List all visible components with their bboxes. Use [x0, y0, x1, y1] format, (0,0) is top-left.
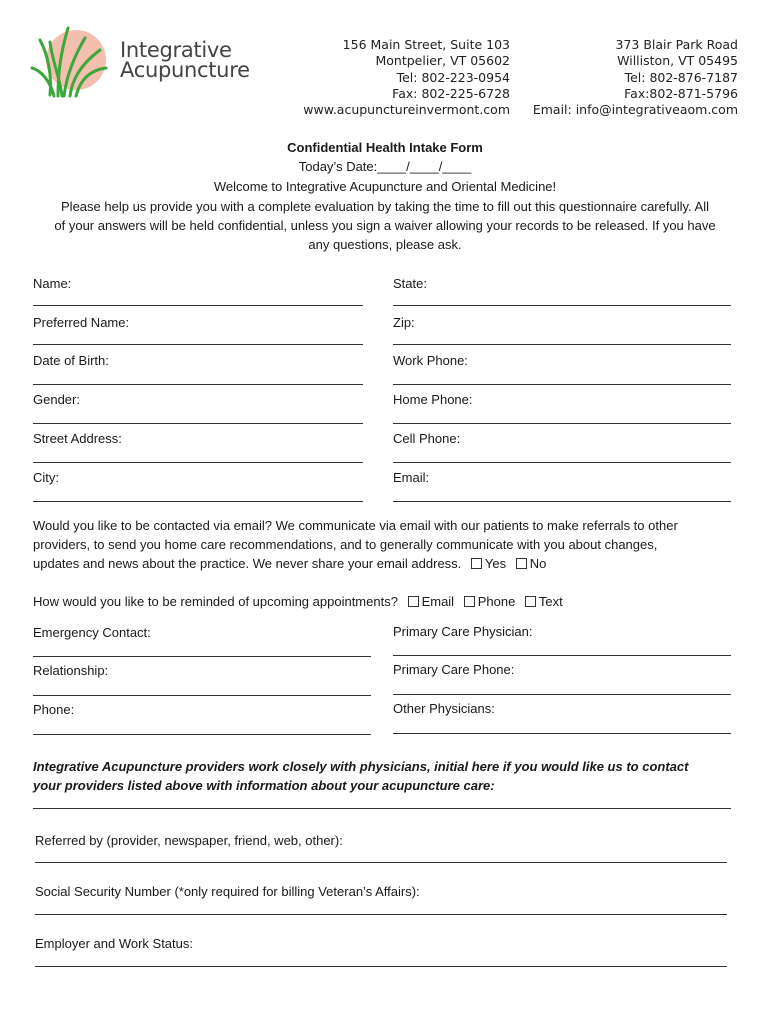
field-label-primary-care-phone: Primary Care Phone: [393, 662, 515, 677]
logo-line2: Acupuncture [120, 58, 250, 82]
intro-line: of your answers will be held confidential, unless you sign a waiver allowing your records to be released. If you have [54, 218, 716, 233]
field-label-cell-phone: Cell Phone: [393, 431, 461, 446]
emergency-contact-field[interactable] [33, 656, 371, 657]
field-label-email: Email: [393, 470, 430, 485]
todays-date: Today’s Date:____/____/____ [298, 159, 472, 174]
other-physicians-field[interactable] [393, 733, 731, 734]
reminder-phone-checkbox[interactable] [464, 596, 475, 607]
field-label-work-phone: Work Phone: [393, 353, 468, 368]
email-question-line: Would you like to be contacted via email? We communicate via email with our patients to make referrals to other [33, 518, 678, 533]
field-label-zip: Zip: [393, 315, 415, 330]
address-line: Williston, VT 05495 [617, 53, 738, 69]
state-field[interactable] [393, 305, 731, 306]
logo [30, 20, 250, 100]
providers-note [33, 757, 753, 795]
social-security-number-field[interactable] [35, 914, 727, 915]
address-montpelier [260, 37, 510, 118]
zip-field[interactable] [393, 344, 731, 345]
intro-paragraph [0, 197, 770, 254]
field-label-employer-work-status: Employer and Work Status: [35, 936, 193, 951]
field-label-relationship: Relationship: [33, 663, 109, 678]
field-label-primary-care-physician: Primary Care Physician: [393, 624, 533, 639]
reminder-question [33, 592, 753, 611]
email-no-label: No [529, 556, 547, 571]
field-label-street-address: Street Address: [33, 431, 122, 446]
relationship-field[interactable] [33, 695, 371, 696]
field-label-state: State: [393, 276, 427, 291]
address-line: 373 Blair Park Road [615, 37, 738, 52]
address-line: Tel: 802-876-7187 [624, 69, 738, 85]
primary-care-physician-field[interactable] [393, 655, 731, 656]
website-link[interactable]: www.acupunctureinvermont.com [303, 102, 510, 118]
reminder-question-text: How would you like to be reminded of upcoming appointments? [33, 594, 398, 609]
preferred-name-field[interactable] [33, 344, 363, 345]
logo-grass-icon [30, 20, 110, 100]
address-line: Montpelier, VT 05602 [375, 53, 510, 69]
address-williston [508, 37, 738, 118]
field-label-emergency-contact: Emergency Contact: [33, 625, 151, 640]
city-field[interactable] [33, 501, 363, 502]
field-label-other-physicians: Other Physicians: [393, 701, 495, 716]
providers-note-line: Integrative Acupuncture providers work closely with physicians, initial here if you would like us to contact [33, 759, 689, 774]
field-label-date-of-birth: Date of Birth: [33, 353, 109, 368]
intro-line: any questions, please ask. [308, 237, 462, 252]
field-label-gender: Gender: [33, 392, 80, 407]
form-title: Confidential Health Intake Form [287, 140, 483, 155]
primary-care-phone-field[interactable] [393, 694, 731, 695]
field-label-phone: Phone: [33, 702, 75, 717]
email-question-line: providers, to send you home care recommendations, and to generally communicate with you about changes, [33, 537, 658, 552]
address-line: Fax:802-871-5796 [624, 85, 738, 101]
emergency-phone-field[interactable] [33, 734, 371, 735]
logo-line1: Integrative [120, 38, 232, 62]
reminder-phone-label: Phone [477, 594, 516, 609]
email-yes-label: Yes [484, 556, 507, 571]
home-phone-field[interactable] [393, 423, 731, 424]
date-of-birth-field[interactable] [33, 384, 363, 385]
reminder-email-checkbox[interactable] [408, 596, 419, 607]
address-line: Fax: 802-225-6728 [392, 85, 510, 101]
street-address-field[interactable] [33, 462, 363, 463]
gender-field[interactable] [33, 423, 363, 424]
reminder-text-label: Text [538, 594, 563, 609]
field-label-name: Name: [33, 276, 72, 291]
address-line: 156 Main Street, Suite 103 [342, 37, 510, 52]
field-label-preferred-name: Preferred Name: [33, 315, 130, 330]
reminder-text-checkbox[interactable] [525, 596, 536, 607]
employer-work-status-field[interactable] [35, 966, 727, 967]
email-yes-checkbox[interactable] [471, 558, 482, 569]
reminder-email-label: Email [421, 594, 455, 609]
work-phone-field[interactable] [393, 384, 731, 385]
referred-by-field[interactable] [35, 862, 727, 863]
email-no-checkbox[interactable] [516, 558, 527, 569]
email-link[interactable]: Email: info@integrativeaom.com [532, 102, 738, 118]
providers-note-line: your providers listed above with information about your acupuncture care: [33, 778, 495, 793]
cell-phone-field[interactable] [393, 462, 731, 463]
email-question-text: updates and news about the practice. We never share your email address. [33, 556, 462, 571]
field-label-social-security-number: Social Security Number (*only required for billing Veteran’s Affairs): [35, 884, 420, 899]
email-contact-question [33, 516, 743, 573]
name-field[interactable] [33, 305, 363, 306]
field-label-referred-by: Referred by (provider, newspaper, friend, web, other): [35, 833, 343, 848]
field-label-home-phone: Home Phone: [393, 392, 473, 407]
email-field[interactable] [393, 501, 731, 502]
welcome-text: Welcome to Integrative Acupuncture and Oriental Medicine! [213, 179, 557, 194]
intro-line: Please help us provide you with a complete evaluation by taking the time to fill out this questionnaire carefully. All [61, 199, 709, 214]
provider-initials-field[interactable] [33, 808, 731, 809]
email-question-line-last [33, 554, 743, 573]
address-line: Tel: 802-223-0954 [396, 69, 510, 85]
field-label-city: City: [33, 470, 59, 485]
